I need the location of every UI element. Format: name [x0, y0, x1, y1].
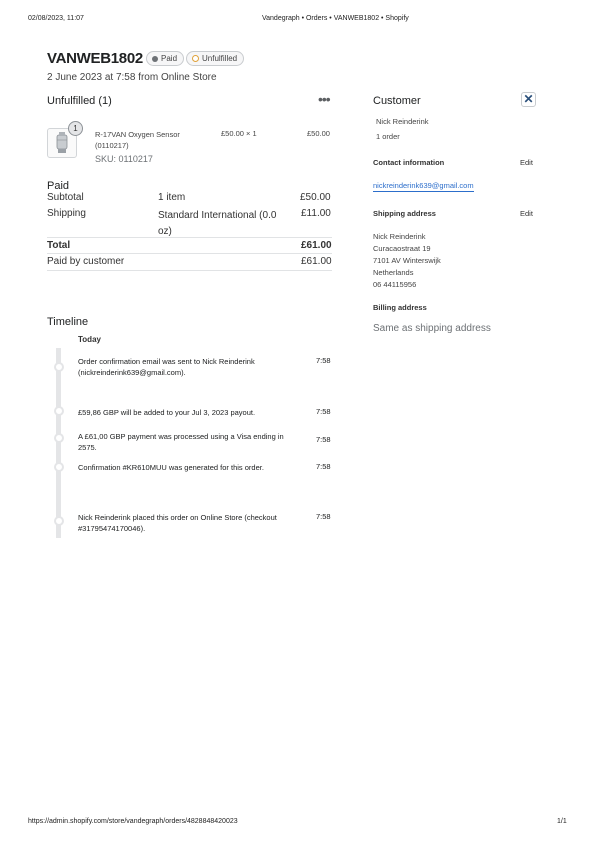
timeline-event-time: 7:58: [316, 462, 331, 471]
timeline-dot: [54, 433, 64, 443]
divider: [47, 270, 332, 271]
shipping-address-title: Shipping address: [373, 209, 436, 218]
more-horizontal-icon[interactable]: •••: [318, 91, 330, 107]
timeline-event-time: 7:58: [316, 512, 331, 521]
timeline-dot: [54, 362, 64, 372]
address-line: Netherlands: [373, 268, 414, 277]
divider: [47, 237, 332, 238]
paid-by-customer-label: Paid by customer: [47, 256, 125, 267]
item-unit-price: £50.00 × 1: [221, 129, 257, 138]
timeline-event-text: Order confirmation email was sent to Nick Reinderink (nickreinderink639@gmail.com).: [78, 357, 255, 377]
fulfillment-title: Unfulfilled (1): [47, 95, 112, 107]
address-line: Nick Reinderink: [373, 232, 426, 241]
status-badge-paid: [146, 51, 184, 66]
subtotal-amount: £50.00: [300, 192, 331, 203]
item-total: £50.00: [307, 129, 330, 138]
shipping-detail: Standard International (0.0 oz): [158, 210, 277, 237]
customer-title: Customer: [373, 95, 421, 107]
print-page-title: Vandegraph • Orders • VANWEB1802 • Shopify: [262, 15, 409, 22]
print-page-number: 1/1: [557, 818, 567, 825]
close-icon[interactable]: ✕: [521, 92, 536, 107]
total-amount: £61.00: [301, 240, 332, 251]
grey-dot-icon: [152, 56, 158, 62]
billing-address-value: Same as shipping address: [373, 323, 491, 334]
timeline-event-time: 7:58: [316, 435, 331, 444]
timeline-title: Timeline: [47, 316, 89, 328]
timeline-event-text: Confirmation #KR610MUU was generated for this order.: [78, 463, 264, 472]
timeline-event-text[interactable]: A £61,00 GBP payment was processed using a Visa ending in 2575.: [78, 432, 284, 452]
divider: [47, 253, 332, 254]
order-subtitle: 2 June 2023 at 7:58 from Online Store: [47, 72, 217, 83]
shipping-address: [373, 231, 441, 291]
customer-email-link[interactable]: nickreinderink639@gmail.com: [373, 181, 474, 190]
print-url: https://admin.shopify.com/store/vandegraph/orders/4828848420023: [28, 818, 238, 825]
quantity-badge: 1: [68, 121, 83, 136]
status-badge-unfulfilled: [186, 51, 244, 66]
item-sku: SKU: 0110217: [95, 154, 153, 164]
subtotal-detail: 1 item: [158, 192, 186, 203]
timeline-dot: [54, 516, 64, 526]
timeline-group-label: Today: [78, 335, 101, 344]
payment-title: Paid: [47, 180, 70, 192]
shipping-amount: £11.00: [301, 208, 331, 219]
contact-info-title: Contact information: [373, 158, 445, 167]
item-name[interactable]: R-17VAN Oxygen Sensor (0110217): [95, 130, 180, 150]
shipping-label: Shipping: [47, 208, 86, 219]
timeline-dot: [54, 406, 64, 416]
address-line: 7101 AV Winterswijk: [373, 256, 441, 265]
total-label: Total: [47, 240, 71, 251]
orange-ring-icon: [192, 55, 199, 62]
address-line: 06 44115956: [373, 280, 417, 289]
shipping-edit-button[interactable]: Edit: [520, 209, 533, 218]
timeline-line: [56, 348, 61, 538]
badge-label: Paid: [161, 54, 178, 63]
address-line: Curacaostraat 19: [373, 244, 431, 253]
customer-order-count[interactable]: 1 order: [376, 132, 400, 141]
contact-edit-button[interactable]: Edit: [520, 158, 533, 167]
timeline-dot: [54, 462, 64, 472]
timeline-event-time: 7:58: [316, 407, 331, 416]
print-datetime: 02/08/2023, 11:07: [28, 15, 84, 22]
paid-by-customer-amount: £61.00: [301, 256, 332, 267]
billing-address-title: Billing address: [373, 303, 427, 312]
badge-label: Unfulfilled: [202, 54, 238, 63]
timeline-event-text: Nick Reinderink placed this order on Online Store (checkout #31795474170046).: [78, 513, 277, 533]
order-title: VANWEB1802: [47, 50, 143, 67]
customer-name[interactable]: Nick Reinderink: [376, 117, 429, 126]
subtotal-label: Subtotal: [47, 192, 84, 203]
timeline-event-time: 7:58: [316, 356, 331, 365]
timeline-event-text[interactable]: £59,86 GBP will be added to your Jul 3, 2023 payout.: [78, 408, 256, 417]
